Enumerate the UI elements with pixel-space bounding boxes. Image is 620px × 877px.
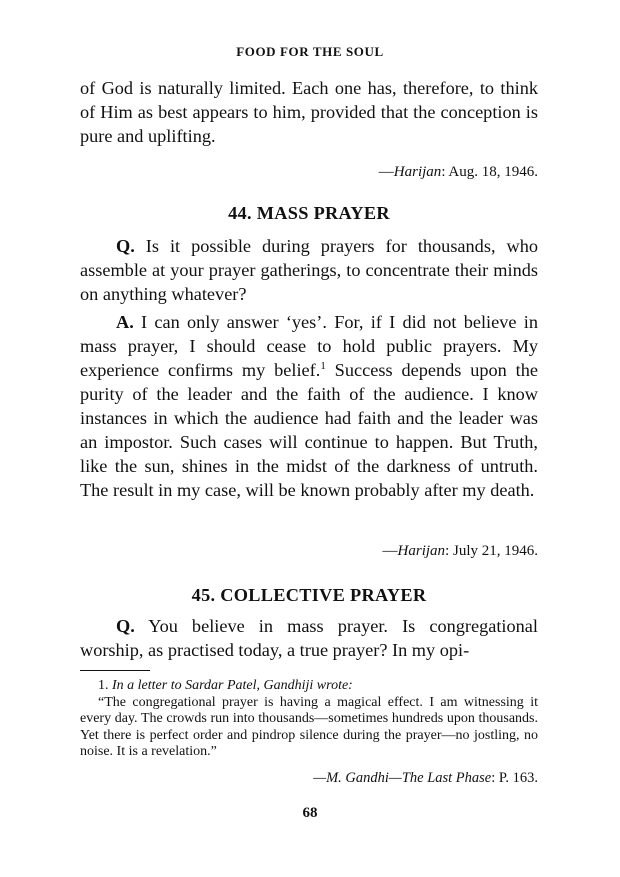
footnote-signature — [313, 770, 538, 787]
section-45-body — [80, 614, 538, 662]
question-text: You believe in mass prayer. Is congregational worship, as practised today, a true prayer? In my opi- — [80, 616, 538, 660]
opening-paragraph — [80, 76, 538, 148]
opening-paragraph-text: of God is naturally limited. Each one has, therefore, to think of Him as best appears to him, provided that the conception is pure and uplifting. — [80, 78, 538, 146]
answer-label: A. — [116, 312, 134, 332]
question-paragraph — [80, 614, 538, 662]
section-44-body — [80, 234, 538, 502]
footnote-intro-text: In a letter to Sardar Patel, Gandhiji wrote: — [112, 678, 353, 693]
footnote-rule — [80, 670, 150, 671]
footnote-marker: 1 — [320, 359, 326, 372]
citation-source: Harijan — [393, 164, 442, 180]
section-heading-44: 44. MASS PRAYER — [228, 203, 390, 223]
citation-harijan-1946-jul: —Harijan: July 21, 1946. — [382, 543, 538, 559]
footnote-intro — [80, 678, 538, 695]
footnote-sig-page: : P. 163. — [491, 770, 538, 786]
footnote-sig-author: —M. Gandhi—The Last Phase — [313, 770, 492, 786]
footnote-quote: “The congregational prayer is having a magical effect. I am witnessing it every day. The crowds run into thousands—sometimes hundreds upon thousands. Yet there is perfect order and pindrop silence during the prayer—no jostling, no noise. It is a revelation.” — [80, 694, 538, 760]
citation-date: : July 21, 1946. — [445, 543, 538, 559]
section-heading-45: 45. COLLECTIVE PRAYER — [191, 585, 427, 605]
footnote — [80, 678, 538, 761]
citation-date: : Aug. 18, 1946. — [441, 164, 538, 180]
question-text: Is it possible during prayers for thousands, who assemble at your prayer gatherings, to concentrate their minds on anything whatever? — [80, 236, 538, 304]
citation-harijan-1946-aug: —Harijan: Aug. 18, 1946. — [378, 164, 538, 180]
running-head: FOOD FOR THE SOUL — [236, 44, 384, 59]
page-number: 68 — [302, 805, 318, 821]
answer-text-part-1: I can only answer ‘yes’. For, if I did not believe in mass prayer, I should cease to hold public prayers. My experience confirms my belief. — [80, 312, 538, 380]
citation-source: Harijan — [397, 543, 446, 559]
question-label: Q. — [116, 616, 135, 636]
answer-text-part-2: Success depends upon the purity of the leader and the faith of the audience. I know instances in which the audience had faith and the leader was an impostor. Such cases will continue to happen. But Truth, like the sun, shines in the midst of the darkness of untruth. The result in my case, will be known probably after my death. — [80, 360, 538, 500]
question-paragraph — [80, 234, 538, 306]
question-label: Q. — [116, 236, 135, 256]
answer-paragraph — [80, 310, 538, 502]
footnote-number: 1. — [98, 678, 109, 693]
